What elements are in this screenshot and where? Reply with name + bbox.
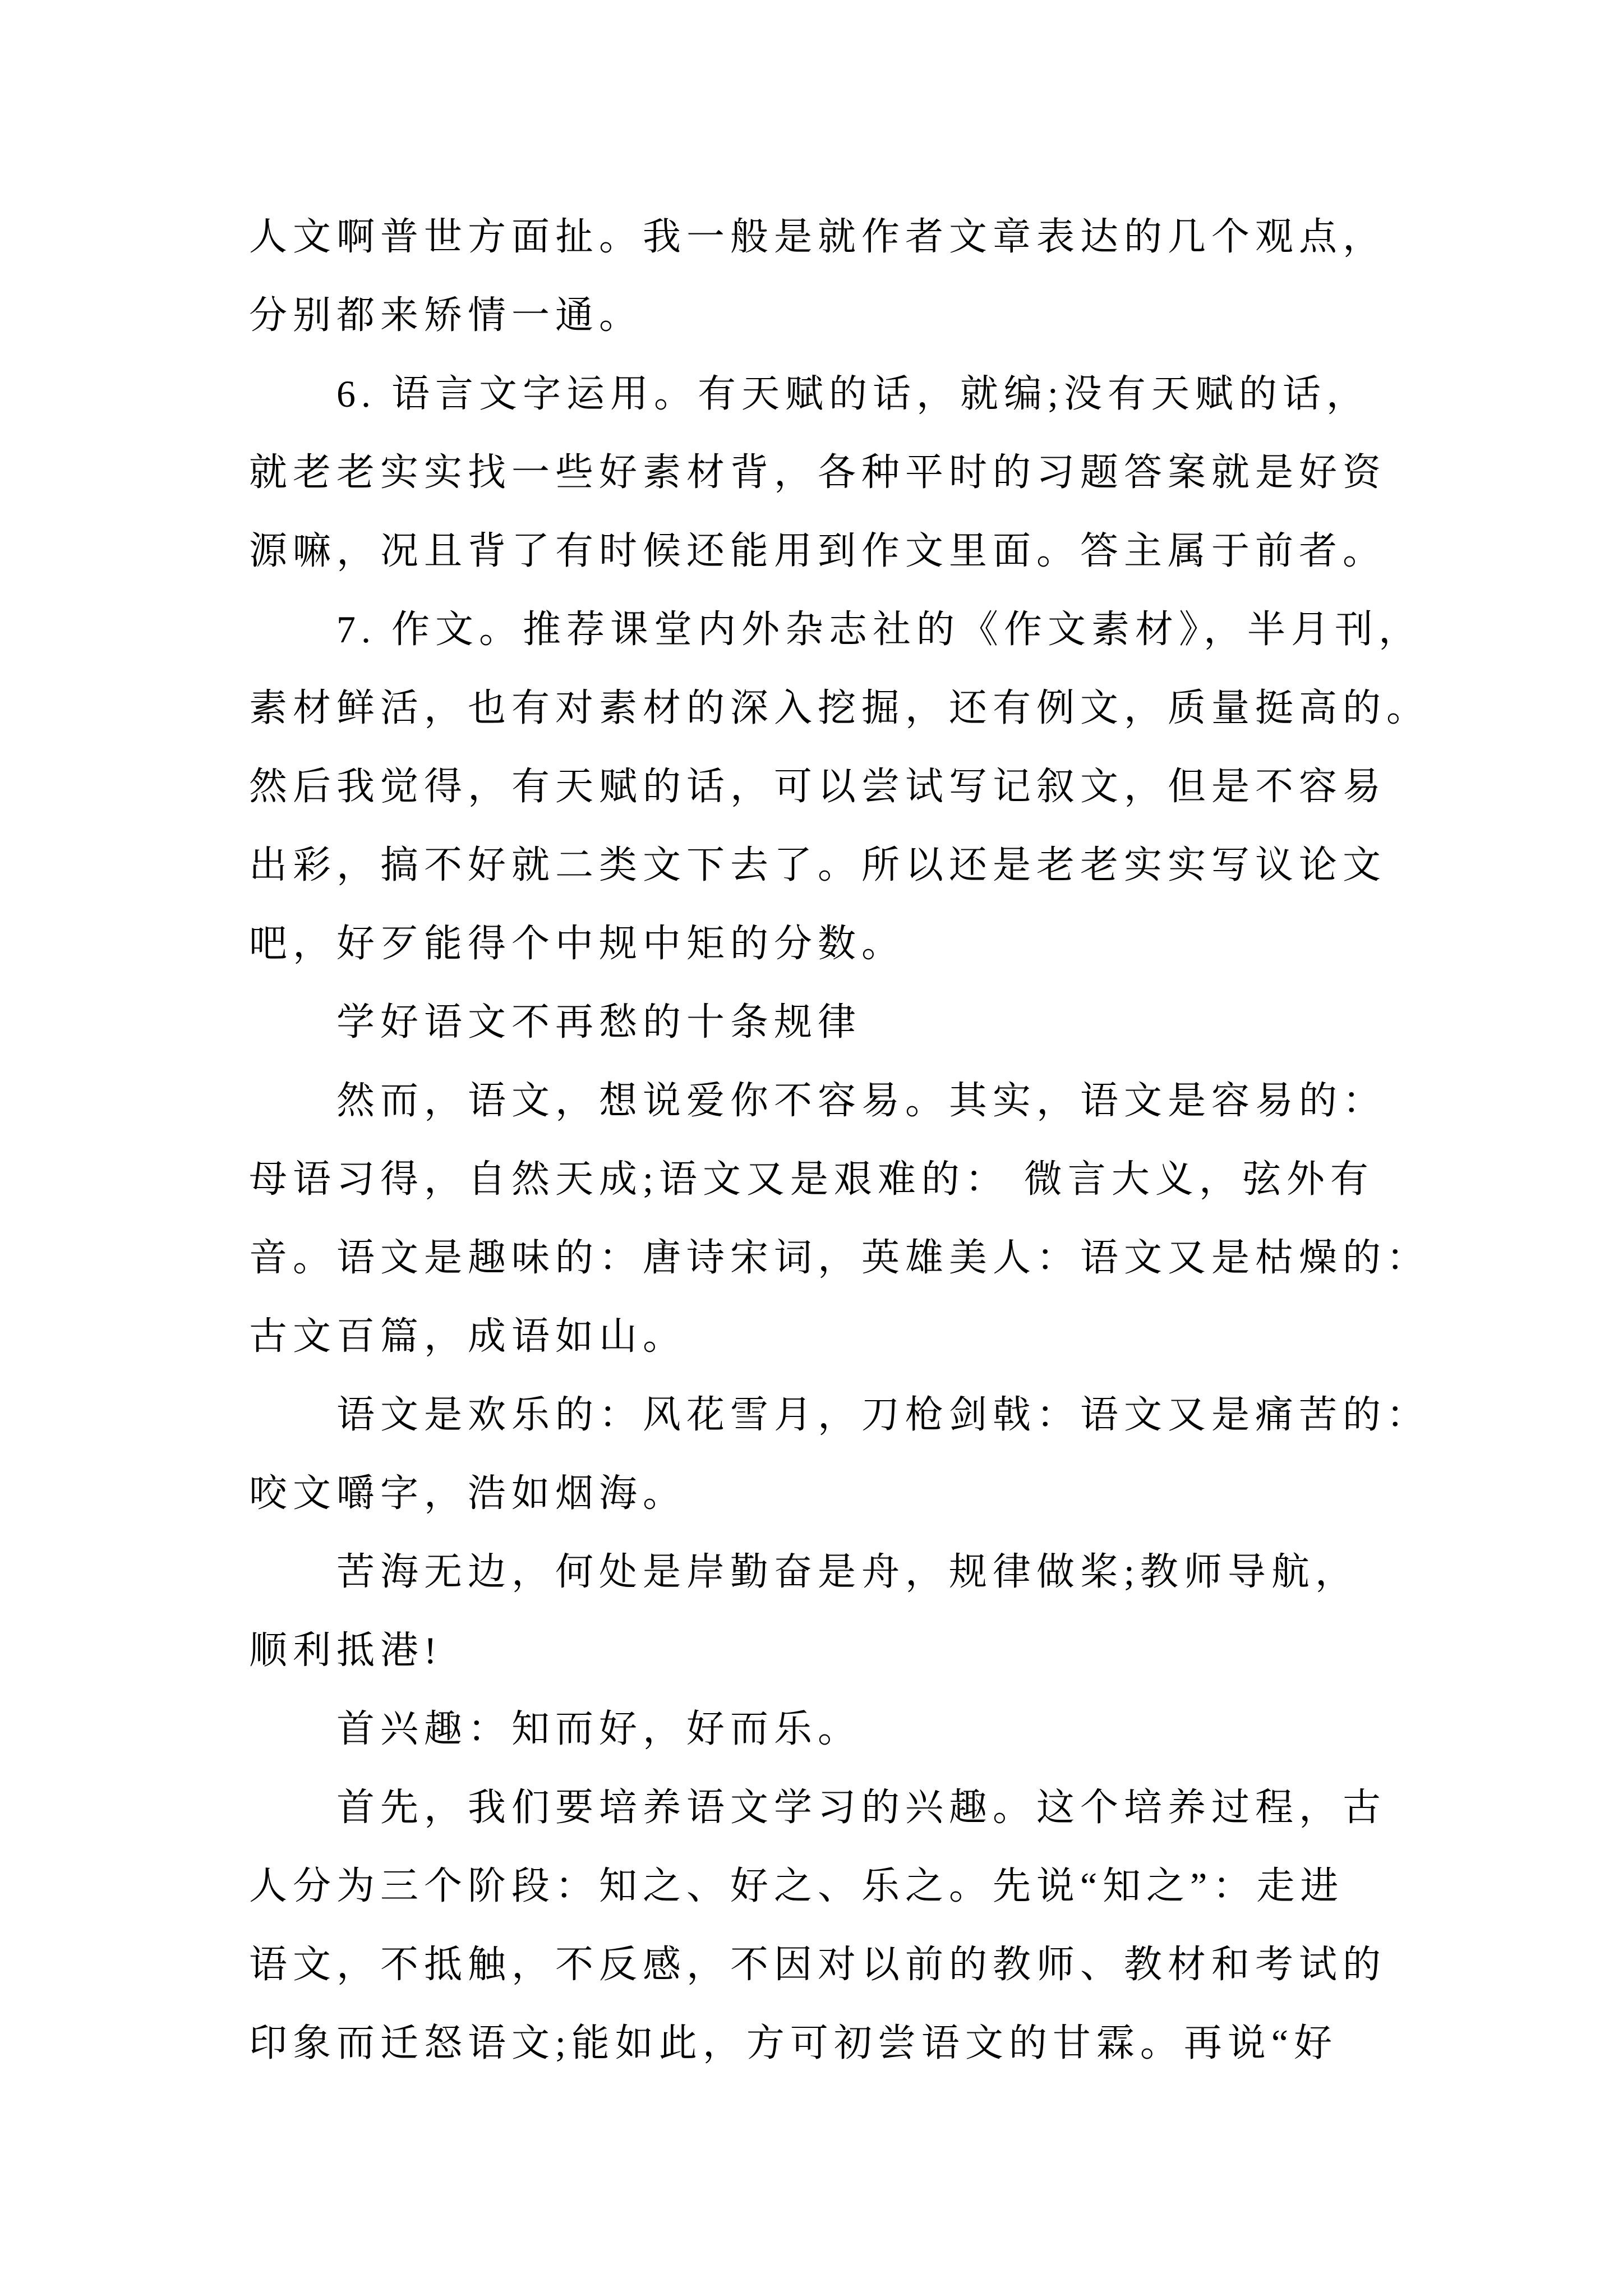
text-line: 然而，语文，想说爱你不容易。其实，语文是容易的： (336, 1079, 1387, 1122)
text-line: 7. 作文。推荐课堂内外杂志社的《作文素材》，半月刊， (336, 608, 1423, 651)
text-line: 出彩，搞不好就二类文下去了。所以还是老老实实写议论文 (249, 844, 1387, 886)
text-line: 首先，我们要培养语文学习的兴趣。这个培养过程，古 (336, 1786, 1387, 1829)
text-line: 吧，好歹能得个中规中矩的分数。 (249, 922, 906, 965)
text-line: 素材鲜活，也有对素材的深入挖掘，还有例文，质量挺高的。 (249, 687, 1431, 729)
text-line: 苦海无边，何处是岸勤奋是舟，规律做桨;教师导航， (336, 1550, 1359, 1593)
text-line: 顺利抵港! (249, 1629, 442, 1672)
text-line: 人文啊普世方面扯。我一般是就作者文章表达的几个观点， (249, 215, 1387, 258)
text-line: 源嘛，况且背了有时候还能用到作文里面。答主属于前者。 (249, 530, 1387, 572)
text-line: 6. 语言文字运用。有天赋的话，就编;没有天赋的话， (336, 372, 1370, 415)
text-line: 咬文嚼字，浩如烟海。 (249, 1472, 687, 1515)
text-line: 母语习得，自然天成;语文又是艰难的： 微言大义，弦外有 (249, 1158, 1374, 1200)
text-line: 古文百篇，成语如山。 (249, 1315, 687, 1358)
text-line: 分别都来矫情一通。 (249, 294, 643, 337)
text-line: 首兴趣：知而好，好而乐。 (336, 1708, 862, 1750)
section-title-line: 学好语文不再愁的十条规律 (336, 1001, 862, 1043)
text-line: 印象而迁怒语文;能如此，方可初尝语文的甘霖。再说“好 (249, 2022, 1338, 2064)
text-line: 人分为三个阶段：知之、好之、乐之。先说“知之”：走进 (249, 1865, 1344, 1907)
text-line: 语文，不抵触，不反感，不因对以前的教师、教材和考试的 (249, 1943, 1387, 1986)
text-line: 音。语文是趣味的：唐诗宋词，英雄美人：语文又是枯燥的： (249, 1236, 1431, 1279)
text-line: 语文是欢乐的：风花雪月，刀枪剑戟：语文又是痛苦的： (336, 1393, 1431, 1436)
text-line: 然后我觉得，有天赋的话，可以尝试写记叙文，但是不容易 (249, 765, 1387, 808)
text-line: 就老老实实找一些好素材背，各种平时的习题答案就是好资 (249, 451, 1387, 494)
